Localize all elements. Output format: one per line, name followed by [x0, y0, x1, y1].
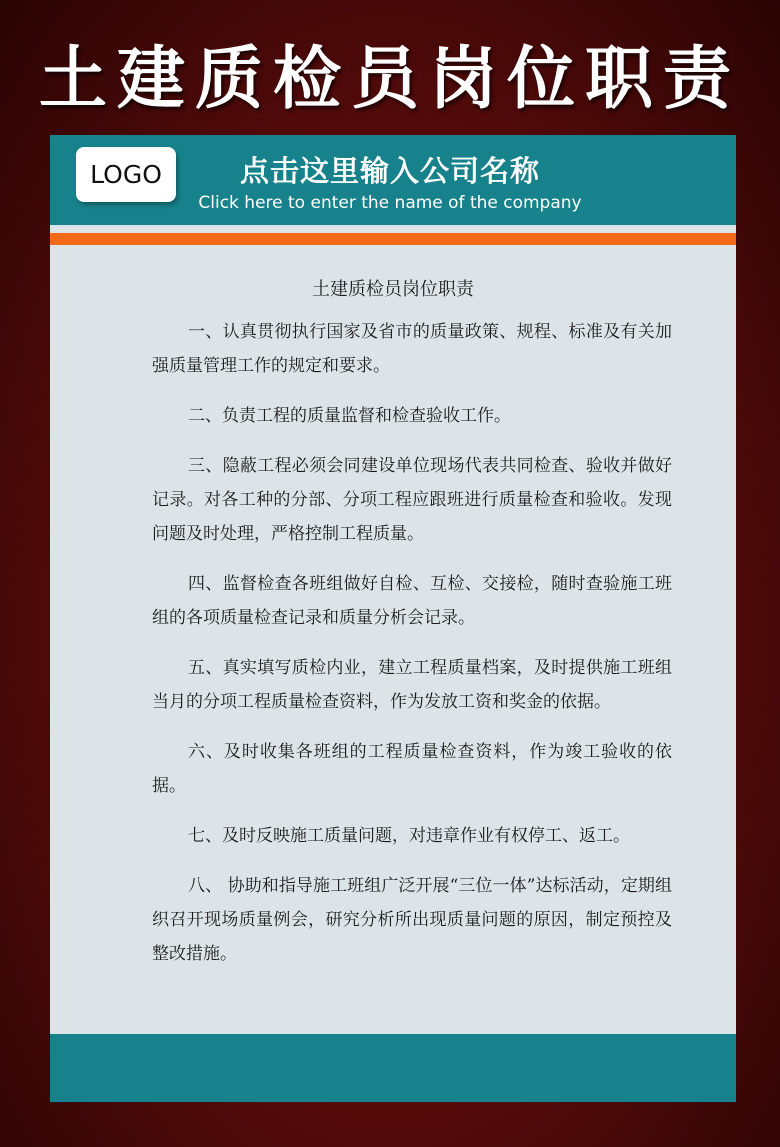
orange-divider	[50, 233, 736, 245]
duty-item: 八、 协助和指导施工班组广泛开展“三位一体”达标活动，定期组织召开现场质量例会，研究分析所出现质量问题的原因，制定预控及整改措施。	[152, 876, 672, 964]
header-band	[50, 135, 736, 225]
duty-list	[152, 315, 672, 987]
duty-item: 二、负责工程的质量监督和检查验收工作。	[188, 406, 511, 426]
company-name-cn[interactable]: 点击这里输入公司名称	[239, 154, 540, 188]
duty-item: 六、及时收集各班组的工程质量检查资料，作为竣工验收的依据。	[152, 742, 672, 796]
logo-placeholder[interactable]: LOGO	[76, 147, 176, 202]
duty-item: 五、真实填写质检内业，建立工程质量档案，及时提供施工班组当月的分项工程质量检查资料，作为发放工资和奖金的依据。	[152, 658, 672, 712]
duty-item: 七、及时反映施工质量问题，对违章作业有权停工、返工。	[188, 826, 630, 846]
document-card	[50, 135, 736, 1102]
poster-title: 土建质检员岗位职责	[38, 40, 741, 119]
footer-band	[50, 1034, 736, 1102]
company-name-en[interactable]: Click here to enter the name of the company	[198, 193, 582, 213]
duty-item: 一、认真贯彻执行国家及省市的质量政策、规程、标准及有关加强质量管理工作的规定和要求。	[152, 322, 672, 376]
document-title: 土建质检员岗位职责	[312, 279, 474, 300]
duty-item: 三、隐蔽工程必须会同建设单位现场代表共同检查、验收并做好记录。对各工种的分部、分项工程应跟班进行质量检查和验收。发现问题及时处理，严格控制工程质量。	[152, 456, 672, 544]
duty-item: 四、监督检查各班组做好自检、互检、交接检，随时查验施工班组的各项质量检查记录和质量分析会记录。	[152, 574, 672, 628]
